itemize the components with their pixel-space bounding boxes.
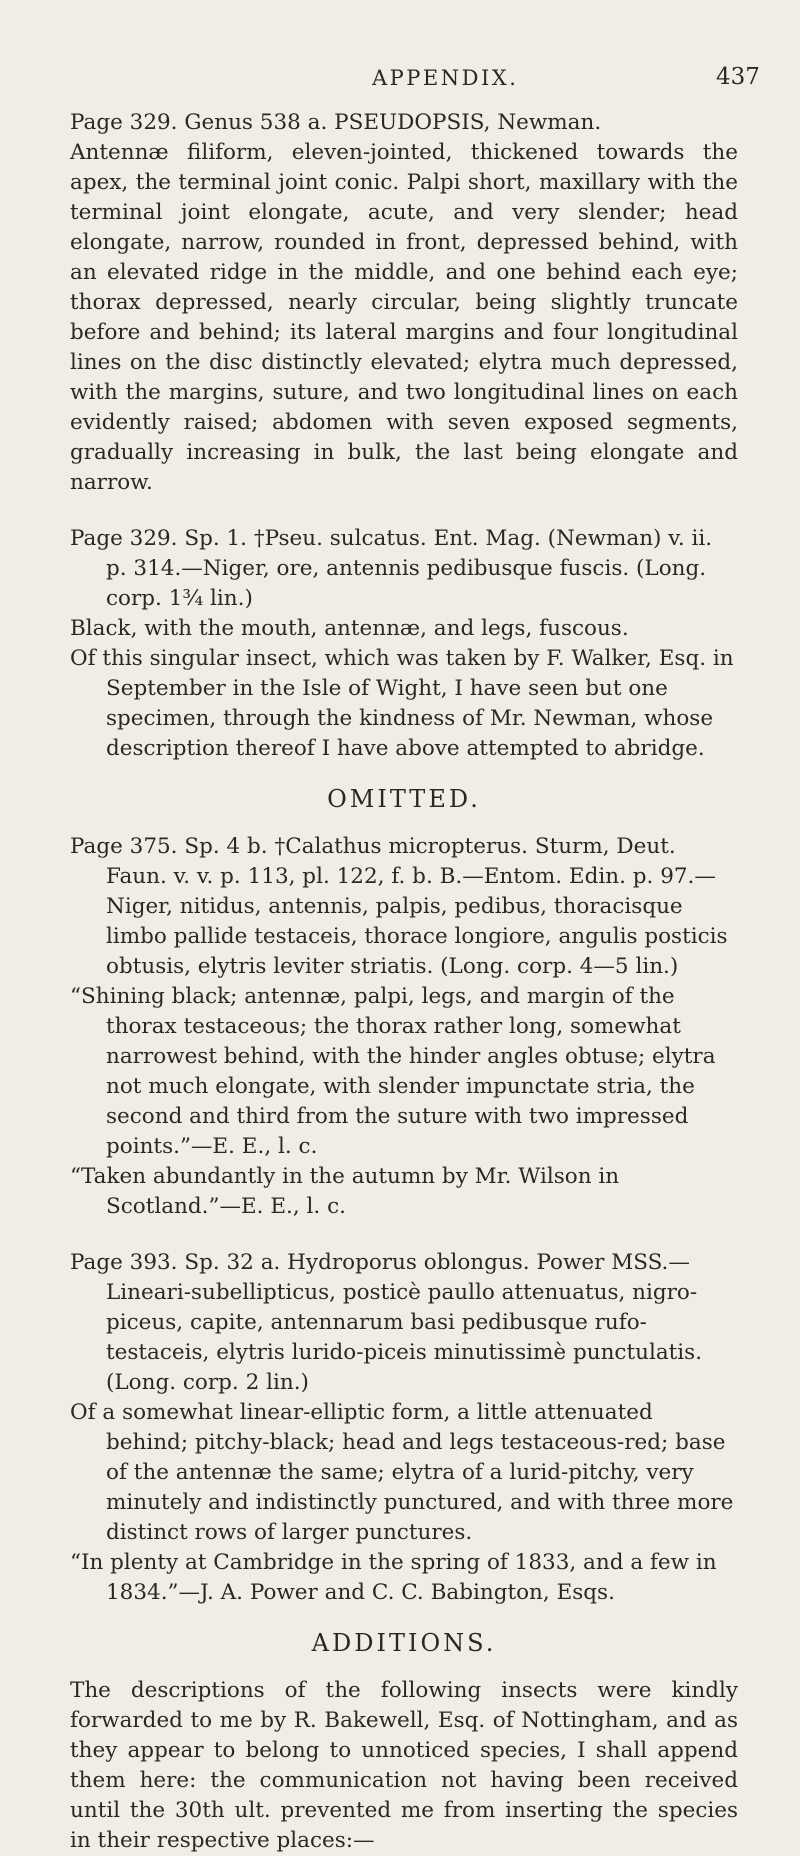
calathus-quote: “Shining black; antennæ, palpi, legs, and margin of the thorax testaceous; the thorax rather long, somewhat narrowest behind, with the hinder angles obtuse; elytra not much elongate, with slender impunctate stria, the second and third from the suture with two impressed points.”—E. E., l. c. (70, 984, 716, 1159)
additions-intro: The descriptions of the following insects were kindly forwarded to me by R. Bakewell, Esq. of Nottingham, and as they appear to belong to unnoticed species, I shall append them here: the communication not having been received until the 30th ult. prevented me from inserting the species in their respective places:— (70, 1678, 738, 1853)
pseudopsis-sulcatus-note: Of this singular insect, which was taken by F. Walker, Esq. in September in the Isle of Wight, I have seen but one specimen, through the kindness of Mr. Newman, whose description thereof I have above attempted to abridge. (70, 646, 734, 761)
additions-section-title: ADDITIONS. (311, 1629, 497, 1657)
calathus-locality-quote: “Taken abundantly in the autumn by Mr. Wilson in Scotland.”—E. E., l. c. (70, 1164, 620, 1219)
calathus-heading: Page 375. Sp. 4 b. †Calathus micropterus. Sturm, Deut. Faun. v. v. p. 113, pl. 122, f. b. B.—Entom. Edin. p. 97.—Niger, nitidus, antennis, palpis, pedibus, thoracisque limbo pallide testaceis, thorace longiore, angulis posticis obtusis, elytris leviter striatis. (Long. corp. 4—5 lin.) (70, 834, 728, 979)
pseudopsis-genus-description: Antennæ filiform, eleven-jointed, thickened towards the apex, the terminal joint conic. Palpi short, maxillary with the terminal joint elongate, acute, and very slender; head elongate, narrow, rounded in front, depressed behind, with an elevated ridge in the middle, and one behind each eye; thorax depressed, nearly circular, being slightly truncate before and behind; its lateral margins and four longitudinal lines on the disc distinctly elevated; elytra much depressed, with the margins, suture, and two longitudinal lines on each evidently raised; abdomen with seven exposed segments, gradually increasing in bulk, the last being elongate and narrow. (70, 140, 738, 495)
page-body (70, 108, 738, 1856)
pseudopsis-sulcatus-heading: Page 329. Sp. 1. †Pseu. sulcatus. Ent. Mag. (Newman) v. ii. p. 314.—Niger, ore, antennis pedibusque fuscis. (Long. corp. 1¾ lin.) (70, 526, 713, 611)
page-header (0, 66, 800, 106)
hydroporus-heading: Page 393. Sp. 32 a. Hydroporus oblongus. Power MSS.—Lineari-subellipticus, posticè paullo attenuatus, nigro-piceus, capite, antennarum basi pedibusque rufo-testaceis, elytris lurido-piceis minutissimè punctulatis. (Long. corp. 2 lin.) (70, 1250, 703, 1395)
hydroporus-description: Of a somewhat linear-elliptic form, a little attenuated behind; pitchy-black; head and legs testaceous-red; base of the antennæ the same; elytra of a lurid-pitchy, very minutely and indistinctly punctured, and with three more distinct rows of larger punctures. (70, 1400, 734, 1545)
pseudopsis-sulcatus-description: Black, with the mouth, antennæ, and legs, fuscous. (70, 616, 629, 641)
running-head: APPENDIX. (372, 66, 519, 90)
page-number: 437 (716, 64, 760, 90)
hydroporus-locality-quote: “In plenty at Cambridge in the spring of 1833, and a few in 1834.”—J. A. Power and C. C. Babington, Esqs. (70, 1550, 717, 1605)
pseudopsis-genus-heading: Page 329. Genus 538 a. PSEUDOPSIS, Newman. (70, 110, 602, 135)
omitted-section-title: OMITTED. (327, 785, 481, 813)
